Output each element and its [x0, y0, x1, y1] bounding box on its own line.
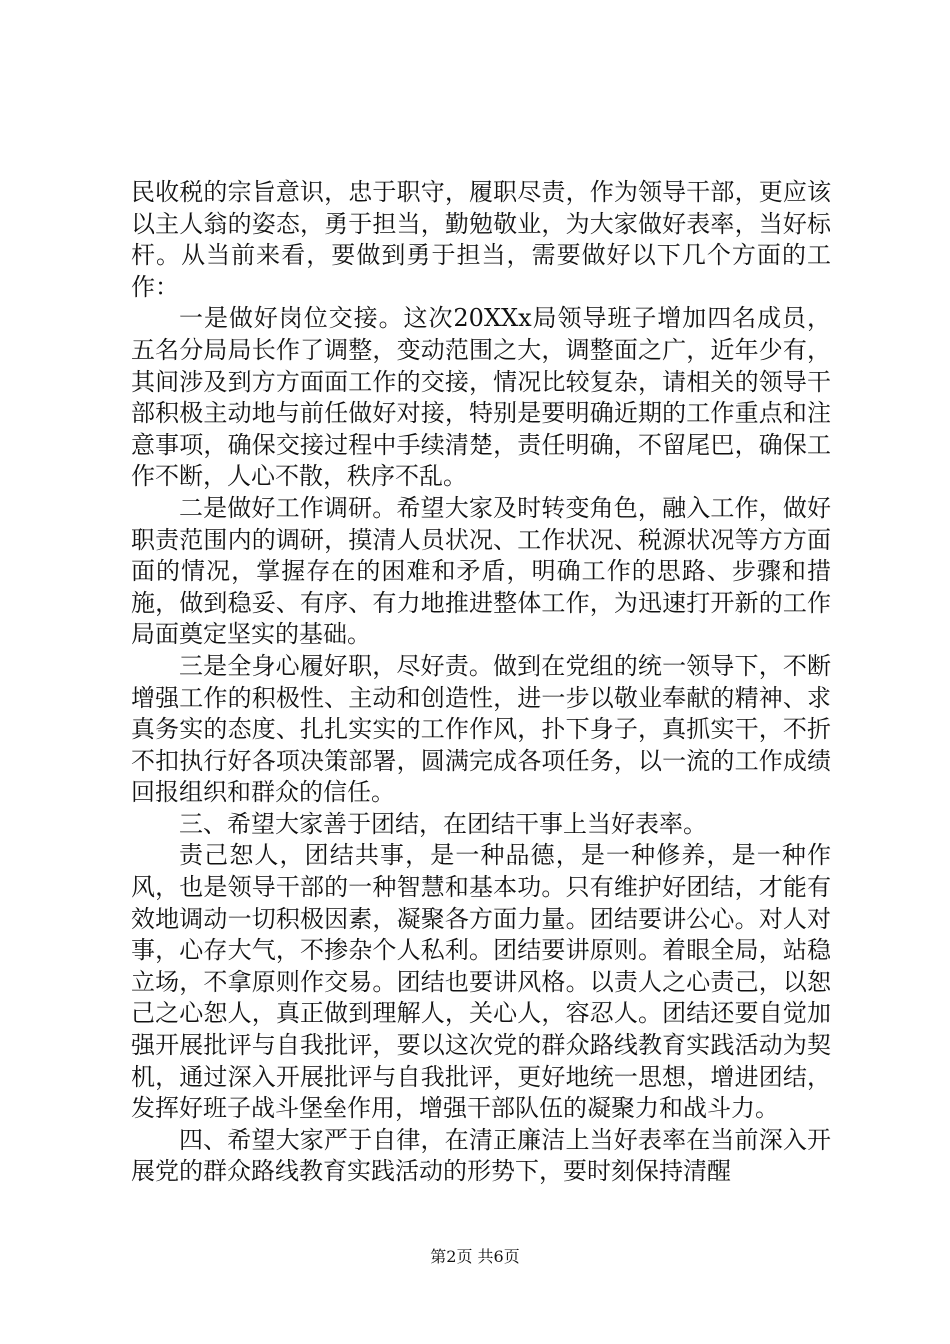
paragraph-continuation: 民收税的宗旨意识，忠于职守，履职尽责，作为领导干部，更应该以主人翁的姿态，勇于担当，勤勉敬业，为大家做好表率，当好标杆。从当前来看，要做到勇于担当，需要做好以下几个方面的工作： — [131, 178, 831, 301]
paragraph-research: 二是做好工作调研。希望大家及时转变角色，融入工作，做好职责范围内的调研，摸清人员状况、工作状况、税源状况等方方面面的情况，掌握存在的困难和矛盾，明确工作的思路、步骤和措施，做到稳妥、有序、有力地推进整体工作，为迅速打开新的工作局面奠定坚实的基础。 — [131, 493, 831, 649]
section-heading-discipline: 四、希望大家严于自律，在清正廉洁上当好表率在当前深入开展党的群众路线教育实践活动的形势下，要时刻保持清醒 — [131, 1125, 831, 1186]
document-body — [131, 177, 831, 1188]
paragraph-duty: 三是全身心履好职，尽好责。做到在党组的统一领导下，不断增强工作的积极性、主动和创造性，进一步以敬业奉献的精神、求真务实的态度、扎扎实实的工作作风，扑下身子，真抓实干，不折不扣执行好各项决策部署，圆满完成各项任务，以一流的工作成绩回报组织和群众的信任。 — [131, 651, 831, 807]
paragraph-handover: 一是做好岗位交接。这次20XXx局领导班子增加四名成员，五名分局局长作了调整，变动范围之大，调整面之广，近年少有，其间涉及到方方面面工作的交接，情况比较复杂，请相关的领导干部积极主动地与前任做好对接，特别是要明确近期的工作重点和注意事项，确保交接过程中手续清楚，责任明确，不留尾巴，确保工作不断，人心不散，秩序不乱。 — [131, 304, 831, 491]
section-heading-unity: 三、希望大家善于团结，在团结干事上当好表率。 — [179, 809, 707, 838]
page-number-footer: 第2页 共6页 — [430, 1247, 520, 1266]
paragraph-unity: 责己恕人，团结共事，是一种品德，是一种修养，是一种作风，也是领导干部的一种智慧和基本功。只有维护好团结，才能有效地调动一切积极因素，凝聚各方面力量。团结要讲公心。对人对事，心存大气，不掺杂个人私利。团结要讲原则。着眼全局，站稳立场，不拿原则作交易。团结也要讲风格。以责人之心责己，以恕己之心恕人，真正做到理解人，关心人，容忍人。团结还要自觉加强开展批评与自我批评，要以这次党的群众路线教育实践活动为契机，通过深入开展批评与自我批评，更好地统一思想，增进团结，发挥好班子战斗堡垒作用，增强干部队伍的凝聚力和战斗力。 — [131, 841, 831, 1123]
